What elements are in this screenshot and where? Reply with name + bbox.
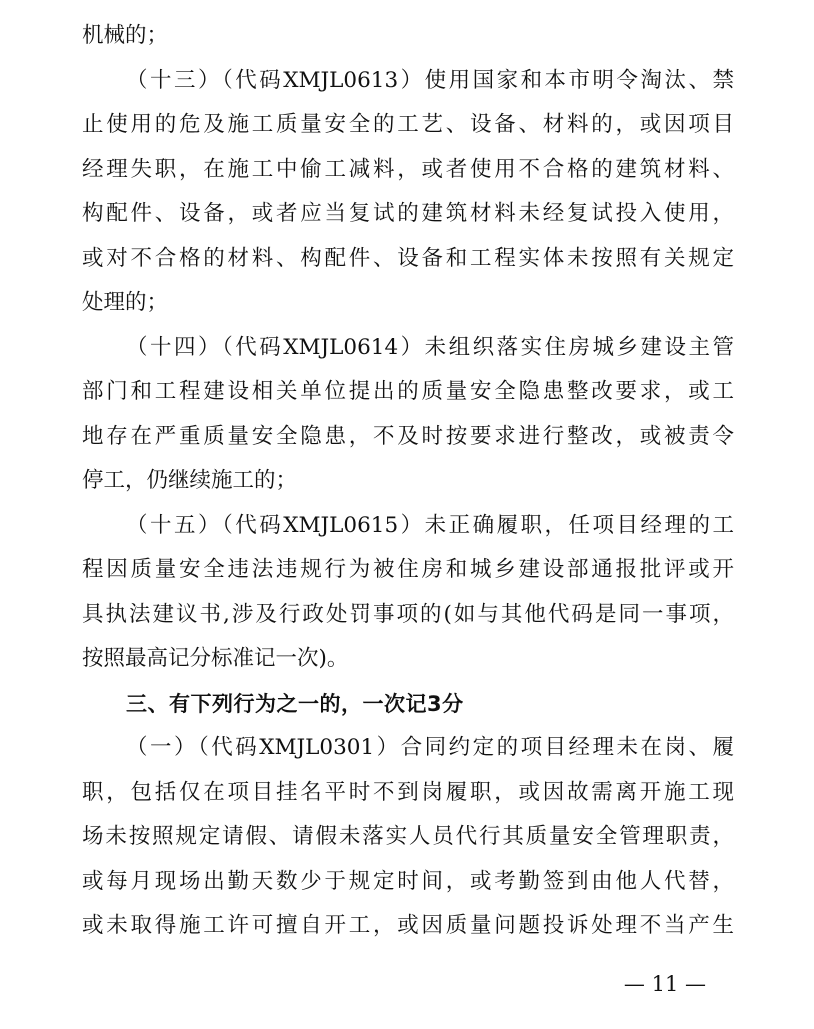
- paragraph-line: 机械的；: [82, 23, 169, 48]
- paragraph-line: 经理失职，在施工中偷工减料，或者使用不合格的建筑材料、: [82, 156, 734, 182]
- paragraph-line: 地存在严重质量安全隐患，不及时按要求进行整改，或被责令: [82, 423, 734, 449]
- paragraph-line: 或未取得施工许可擅自开工，或因质量问题投诉处理不当产生: [82, 913, 734, 938]
- paragraph-line: 构配件、设备，或者应当复试的建筑材料未经复试投入使用，: [82, 201, 734, 226]
- paragraph-line: 处理的；: [82, 290, 169, 315]
- paragraph-line: 按照最高记分标准记一次)。: [82, 646, 349, 671]
- paragraph-line: 停工，仍继续施工的；: [82, 468, 298, 493]
- paragraph-line: 场未按照规定请假、请假未落实人员代行其质量安全管理职责，: [82, 824, 734, 849]
- paragraph-line: 程因质量安全违法违规行为被住房和城乡建设部通报批评或开: [82, 557, 734, 582]
- paragraph-first-line: （十四）（代码XMJL0614）未组织落实住房城乡建设主管: [126, 334, 734, 360]
- paragraph-line: 止使用的危及施工质量安全的工艺、设备、材料的，或因项目: [82, 112, 734, 137]
- page-number: — 11 —: [623, 972, 706, 996]
- section-heading: 三、有下列行为之一的，一次记3分: [126, 691, 464, 716]
- paragraph-first-line: （十三）（代码XMJL0613）使用国家和本市明令淘汰、禁: [126, 67, 734, 93]
- paragraph-line: 部门和工程建设相关单位提出的质量安全隐患整改要求，或工: [82, 379, 734, 404]
- paragraph-line: 职，包括仅在项目挂名平时不到岗履职，或因故需离开施工现: [82, 779, 734, 805]
- paragraph-first-line: （一）（代码XMJL0301）合同约定的项目经理未在岗、履: [126, 735, 734, 760]
- paragraph-first-line: （十五）（代码XMJL0615）未正确履职，任项目经理的工: [126, 512, 734, 538]
- paragraph-line: 具执法建议书,涉及行政处罚事项的(如与其他代码是同一事项，: [82, 601, 734, 627]
- paragraph-line: 或对不合格的材料、构配件、设备和工程实体未按照有关规定: [82, 245, 734, 271]
- document-body: [82, 14, 734, 949]
- paragraph-line: 或每月现场出勤天数少于规定时间，或考勤签到由他人代替，: [82, 868, 734, 894]
